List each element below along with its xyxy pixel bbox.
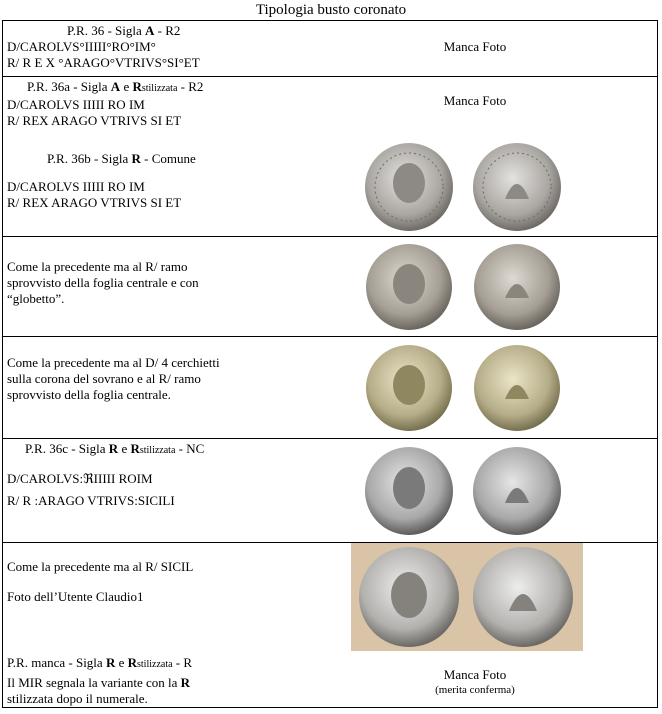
row-heading: P.R. 36a - Sigla A e Rstilizzata - R2 xyxy=(27,79,204,94)
row-description xyxy=(7,23,287,71)
coin-photo xyxy=(357,341,581,435)
mir-note-cont: stilizzata dopo il numerale. xyxy=(7,691,148,706)
needs-confirmation-note: (merita conferma) xyxy=(435,684,515,696)
obverse-legend: D/CAROLVS IIIII RO IM xyxy=(7,97,145,112)
mir-note: Il MIR segnala la variante con la R xyxy=(7,675,191,690)
coin-photo xyxy=(351,543,583,651)
reverse-legend: R/ R E X °ARAGO°VTRIVS°SI°ET xyxy=(7,55,200,70)
page-title: Tipologia busto coronato xyxy=(255,2,407,18)
row-heading: P.R. 36c - Sigla R e Rstilizzata - NC xyxy=(25,441,205,456)
photo-credit: Foto dell’Utente Claudio1 xyxy=(7,589,144,604)
obverse-legend: D/CAROLVS°IIIII°RO°IM° xyxy=(7,39,156,54)
table-row xyxy=(3,337,657,439)
missing-photo-block xyxy=(293,667,657,697)
coin-photo xyxy=(357,443,581,539)
row-description xyxy=(7,655,275,707)
table-row xyxy=(3,21,657,77)
reverse-legend: R/ REX ARAGO VTRIVS SI ET xyxy=(7,195,182,210)
row-heading: P.R. manca - Sigla R e Rstilizzata - R xyxy=(7,655,193,670)
table-row xyxy=(3,543,657,707)
missing-photo-label: Manca Foto xyxy=(443,667,507,682)
row-heading: P.R. 36b - Sigla R - Comune xyxy=(47,151,196,166)
obverse-legend: D/CAROLVS:ℜIIIII ROIM xyxy=(7,471,153,486)
table-row xyxy=(3,237,657,337)
missing-photo-label: Manca Foto xyxy=(443,39,507,54)
row-description: Come la precedente ma al R/ SICIL Foto dell’Utente Claudio1 xyxy=(7,559,287,605)
row-heading: P.R. 36 - Sigla A - R2 xyxy=(67,23,181,38)
coin-typology-table xyxy=(2,20,658,708)
row-description: Come la precedente ma al D/ 4 cerchietti sulla corona del sovrano e al R/ ramo sprovvisto della foglia centrale. xyxy=(7,355,220,402)
obverse-legend: D/CAROLVS IIIII RO IM xyxy=(7,179,145,194)
missing-photo-label: Manca Foto xyxy=(443,93,507,108)
row-description xyxy=(7,441,287,509)
table-row xyxy=(3,77,657,237)
coin-photo xyxy=(357,139,581,235)
row-description xyxy=(7,151,287,211)
row-description: Come la precedente ma al R/ ramo sprovvisto della foglia centrale e con “globetto”. xyxy=(7,259,199,306)
reverse-legend: R/ R :ARAGO VTRIVS:SICILI xyxy=(7,493,175,508)
table-row xyxy=(3,439,657,543)
row-description xyxy=(7,79,287,129)
coin-photo xyxy=(357,240,581,334)
reverse-legend: R/ REX ARAGO VTRIVS SI ET xyxy=(7,113,182,128)
